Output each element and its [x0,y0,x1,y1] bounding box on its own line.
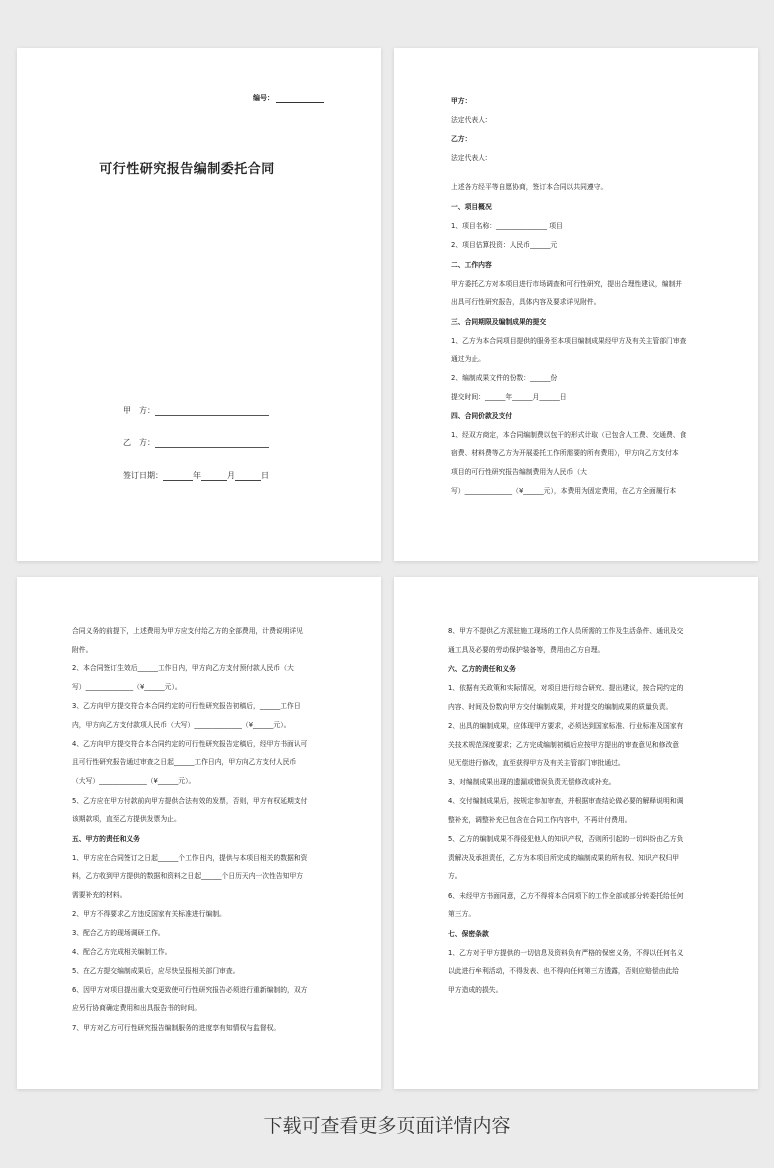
page2-line: 上述各方经平等自愿协商，签订本合同以共同遵守。 [451,183,608,191]
page3-line: 且可行性研究报告通过审查之日起______工作日内，甲方向乙方支付人民币 [72,758,297,766]
page2-line: 写）______________（¥______元），本费用为固定费用，在乙方全面履行本 [451,487,677,495]
section-heading: 七、保密条款 [448,930,489,938]
party-b-blank [155,439,269,448]
contract-title: 可行性研究报告编制委托合同 [99,162,275,177]
section-heading: 三、合同期限及编制成果的提交 [451,318,547,326]
page4-line: 方。 [448,872,462,880]
page3-line: 1、甲方应在合同签订之日起______个工作日内，提供与本项目相关的数据和资 [72,854,308,862]
page4-line: 甲方造成的损失。 [448,986,503,994]
party-a-label: 甲 方： [123,406,155,415]
page3-line: 2、本合同签订生效后______工作日内，甲方向乙方支付预付款人民币（大 [72,664,294,672]
page2-line: 通过为止。 [451,355,485,363]
page3-line: 附件。 [72,646,93,654]
contract-number-blank [276,95,324,103]
page3-line: 内，甲方向乙方支付款项人民币（大写）______________（¥______元）。 [72,721,291,729]
section-heading: 六、乙方的责任和义务 [448,665,516,673]
page2-line: 1、项目名称：_______________ 项目 [451,222,563,230]
day-label: 日 [261,471,269,480]
page3-line: 3、乙方向甲方提交符合本合同约定的可行性研究报告初稿后，______工作日 [72,702,301,710]
page4-line: 1、依据有关政策和实际情况，对项目进行综合研究、提出建议，按合同约定的 [448,684,684,692]
page4-line: 6、未经甲方书面同意，乙方不得将本合同项下的工作全部或部分转委托给任何 [448,892,684,900]
page2-line: 宿费、材料费等乙方为开展委托工作所需要的所有费用），甲方向乙方支付本 [451,449,679,457]
page3-line: 5、在乙方提交编制成果后，应尽快呈报相关部门审查。 [72,967,240,975]
year-label: 年 [193,471,201,480]
page3-line: 6、因甲方对项目提出重大变更致使可行性研究报告必须进行重新编制的，双方 [72,986,308,994]
page3-line: 4、配合乙方完成相关编制工作。 [72,948,172,956]
page4-line: 3、对编制成果出现的遗漏或错误负责无偿修改或补充。 [448,778,616,786]
page2-line: 2、项目估算投资：人民币______元 [451,241,558,249]
contract-number [253,93,324,103]
page3-line: 料，乙方收到甲方提供的数据和资料之日起______个日历天内一次性告知甲方 [72,872,304,880]
page4-line: 整补充，调整补充已包含在合同工作内容中，不再计付费用。 [448,816,632,824]
party-a-signature [123,405,269,416]
page4-line: 责解决及承担责任，乙方为本项目所完成的编制成果的所有权、知识产权归甲 [448,854,680,862]
party-b-label: 乙 方： [123,438,155,447]
section-heading: 二、工作内容 [451,261,492,269]
month-blank [201,472,227,481]
sign-date-label: 签订日期： [123,471,163,480]
page2-line: 法定代表人: [451,116,488,124]
section-heading: 一、项目概况 [451,203,492,211]
page3-line: 合同义务的前提下，上述费用为甲方应支付给乙方的全部费用，计费说明详见 [72,627,304,635]
page2-line: 项目的可行性研究报告编制费用为人民币（大 [451,468,587,476]
month-label: 月 [227,471,235,480]
page2-line: 甲方委托乙方对本项目进行市场调查和可行性研究，提出合理性建议，编制并 [451,280,683,288]
page4-line: 4、交付编制成果后，按规定参加审查，并根据审查结论做必要的解释说明和调 [448,797,684,805]
page3-line: 5、乙方应在甲方付款前向甲方提供合法有效的发票，否则，甲方有权延期支付 [72,797,308,805]
page3-line: （大写）______________（¥______元）。 [72,777,196,785]
page2-line: 甲方： [451,97,472,105]
contract-cover-page [17,48,381,561]
day-blank [235,472,261,481]
contract-page-2 [394,48,758,561]
page4-line: 第三方。 [448,910,476,918]
download-caption: 下载可查看更多页面详情内容 [263,1115,511,1137]
page2-line: 2、编制成果文件的份数：______份 [451,374,558,382]
page2-line: 法定代表人: [451,154,488,162]
page4-line: 通工具及必要的劳动保护装备等，费用由乙方自理。 [448,646,605,654]
page2-line: 乙方： [451,135,472,143]
page4-line: 1、乙方对于甲方提供的一切信息及资料负有严格的保密义务，不得以任何名义 [448,949,684,957]
page4-line: 8、甲方不提供乙方派驻施工现场的工作人员所需的工作及生活条件、通讯及交 [448,627,684,635]
page3-line: 需要补充的材料。 [72,891,127,899]
party-a-blank [155,407,269,416]
page3-line: 3、配合乙方的现场调研工作。 [72,929,165,937]
sign-date [123,470,269,481]
section-heading: 五、甲方的责任和义务 [72,835,140,843]
contract-page-4 [394,577,758,1089]
page3-line: 2、甲方不得要求乙方违反国家有关标准进行编制。 [72,910,226,918]
page2-line: 提交时间：______年______月______日 [451,393,567,401]
section-heading: 四、合同价款及支付 [451,412,513,420]
party-b-signature [123,437,269,448]
page4-line: 见无偿进行修改，直至获得甲方及有关主管部门审批通过。 [448,759,625,767]
contract-number-label: 编号： [253,94,274,102]
page4-line: 内容、时间及份数向甲方交付编制成果，并对提交的编制成果的质量负责。 [448,703,673,711]
page3-line: 写）______________（¥______元）。 [72,683,182,691]
page4-line: 关技术规范深度要求；乙方完成编制初稿后应按甲方提出的审查意见和修改意 [448,741,680,749]
contract-page-3 [17,577,381,1089]
page3-line: 4、乙方向甲方提交符合本合同约定的可行性研究报告定稿后，经甲方书面认可 [72,740,308,748]
page4-line: 2、出具的编制成果，应体现甲方要求，必须达到国家标准、行业标准及国家有 [448,722,684,730]
page4-line: 以此进行牟利活动，不得发表、也不得向任何第三方透露，否则应赔偿由此给 [448,967,680,975]
year-blank [163,472,193,481]
page4-line: 5、乙方的编制成果不得侵犯他人的知识产权，否则所引起的一切纠纷由乙方负 [448,835,684,843]
page3-line: 7、甲方对乙方可行性研究报告编制服务的进度享有知情权与监督权。 [72,1024,281,1032]
page3-line: 该期款项，直至乙方提供发票为止。 [72,815,181,823]
page2-line: 1、经双方商定，本合同编制费以包干的形式计取（已包含人工费、交通费、食 [451,431,687,439]
page2-line: 出具可行性研究报告，具体内容及要求详见附件。 [451,298,601,306]
page2-line: 1、乙方为本合同项目提供的服务至本项目编制成果经甲方及有关主管部门审查 [451,337,687,345]
page3-line: 应另行协商确定费用和出具报告书的时间。 [72,1004,202,1012]
